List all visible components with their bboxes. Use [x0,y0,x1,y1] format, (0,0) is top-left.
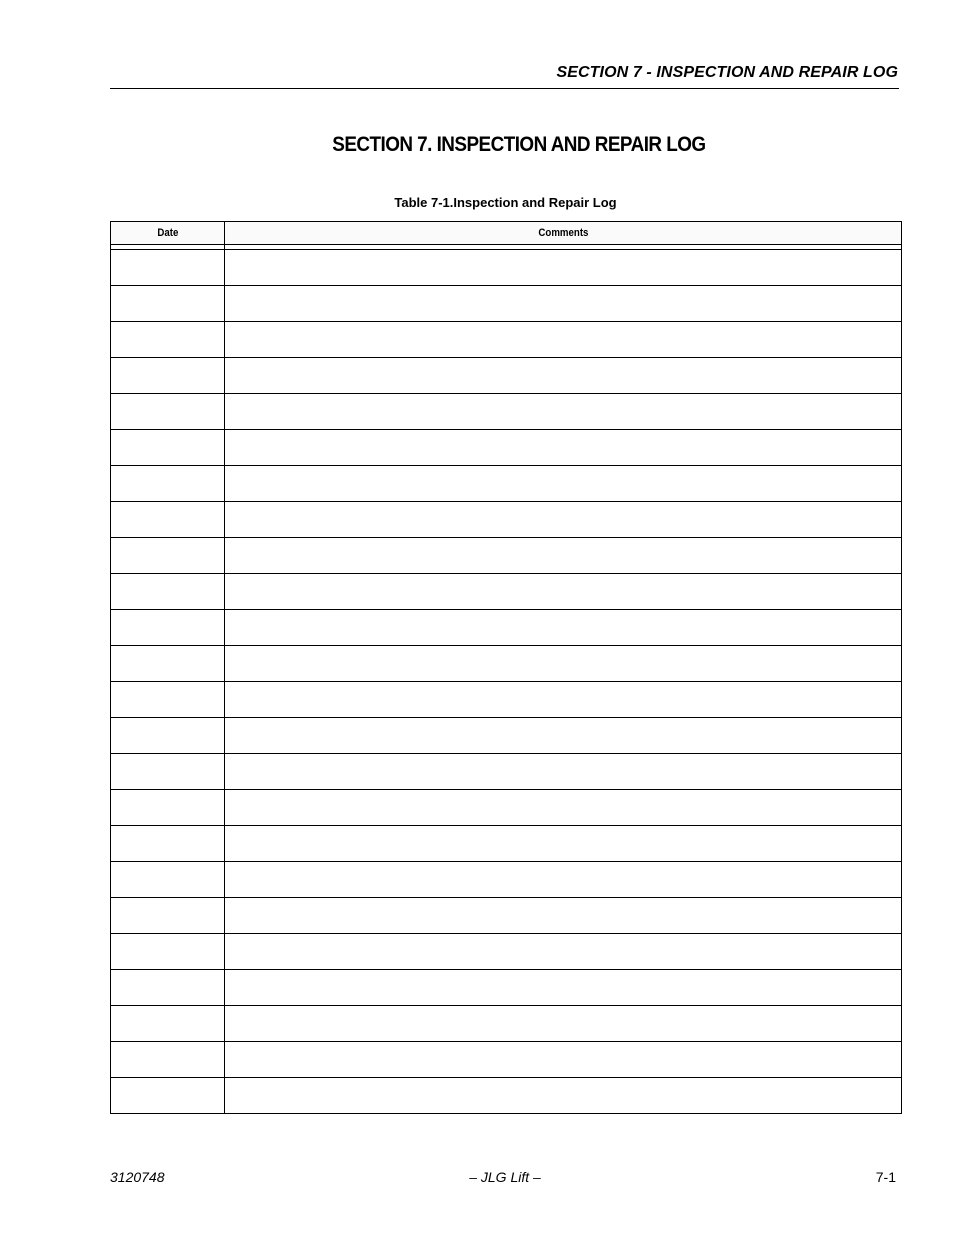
table-row [111,322,902,358]
date-cell [111,250,225,286]
comments-cell [225,898,902,934]
date-cell [111,646,225,682]
table-row [111,286,902,322]
comments-cell [225,430,902,466]
column-header-comments: Comments [225,222,902,245]
table-caption: Table 7-1.Inspection and Repair Log [394,195,617,210]
table-row [111,898,902,934]
date-cell [111,862,225,898]
column-header-date: Date [111,222,225,245]
table-row [111,538,902,574]
date-cell [111,466,225,502]
date-cell [111,1078,225,1114]
table-row [111,682,902,718]
page-title: SECTION 7. INSPECTION AND REPAIR LOG [332,133,706,156]
table-row [111,466,902,502]
date-cell [111,970,225,1006]
comments-cell [225,862,902,898]
table-row [111,250,902,286]
table-row [111,502,902,538]
date-cell [111,502,225,538]
table-row [111,358,902,394]
table-row [111,1006,902,1042]
table-row [111,1042,902,1078]
table-row [111,574,902,610]
comments-cell [225,322,902,358]
comments-cell [225,682,902,718]
comments-cell [225,538,902,574]
table-row [111,790,902,826]
running-head: SECTION 7 - INSPECTION AND REPAIR LOG [556,64,898,81]
date-cell [111,358,225,394]
table-row [111,826,902,862]
comments-cell [225,1006,902,1042]
table-row [111,1078,902,1114]
page-number: 7-1 [875,1169,896,1185]
table-row [111,430,902,466]
comments-cell [225,790,902,826]
comments-cell [225,286,902,322]
date-cell [111,682,225,718]
date-cell [111,1006,225,1042]
date-cell [111,574,225,610]
date-cell [111,286,225,322]
table-row [111,646,902,682]
date-cell [111,754,225,790]
date-cell [111,826,225,862]
comments-cell [225,394,902,430]
table-row [111,394,902,430]
table-row [111,970,902,1006]
comments-cell [225,970,902,1006]
date-cell [111,1042,225,1078]
date-cell [111,538,225,574]
comments-cell [225,610,902,646]
table-row [111,610,902,646]
comments-cell [225,502,902,538]
date-cell [111,718,225,754]
comments-cell [225,358,902,394]
header-rule [110,88,899,89]
comments-cell [225,574,902,610]
comments-cell [225,466,902,502]
comments-cell [225,754,902,790]
date-cell [111,394,225,430]
inspection-log-table [110,221,902,1114]
table-row [111,754,902,790]
date-cell [111,430,225,466]
publisher-footer: – JLG Lift – [469,1169,541,1185]
comments-cell [225,826,902,862]
table-row [111,934,902,970]
table-body [111,245,902,1114]
date-cell [111,322,225,358]
date-cell [111,790,225,826]
comments-cell [225,250,902,286]
date-cell [111,610,225,646]
comments-cell [225,646,902,682]
table-row [111,862,902,898]
table-row [111,718,902,754]
comments-cell [225,934,902,970]
comments-cell [225,1078,902,1114]
date-cell [111,898,225,934]
doc-number: 3120748 [110,1169,165,1185]
comments-cell [225,1042,902,1078]
date-cell [111,934,225,970]
comments-cell [225,718,902,754]
table-header-row [111,222,902,245]
